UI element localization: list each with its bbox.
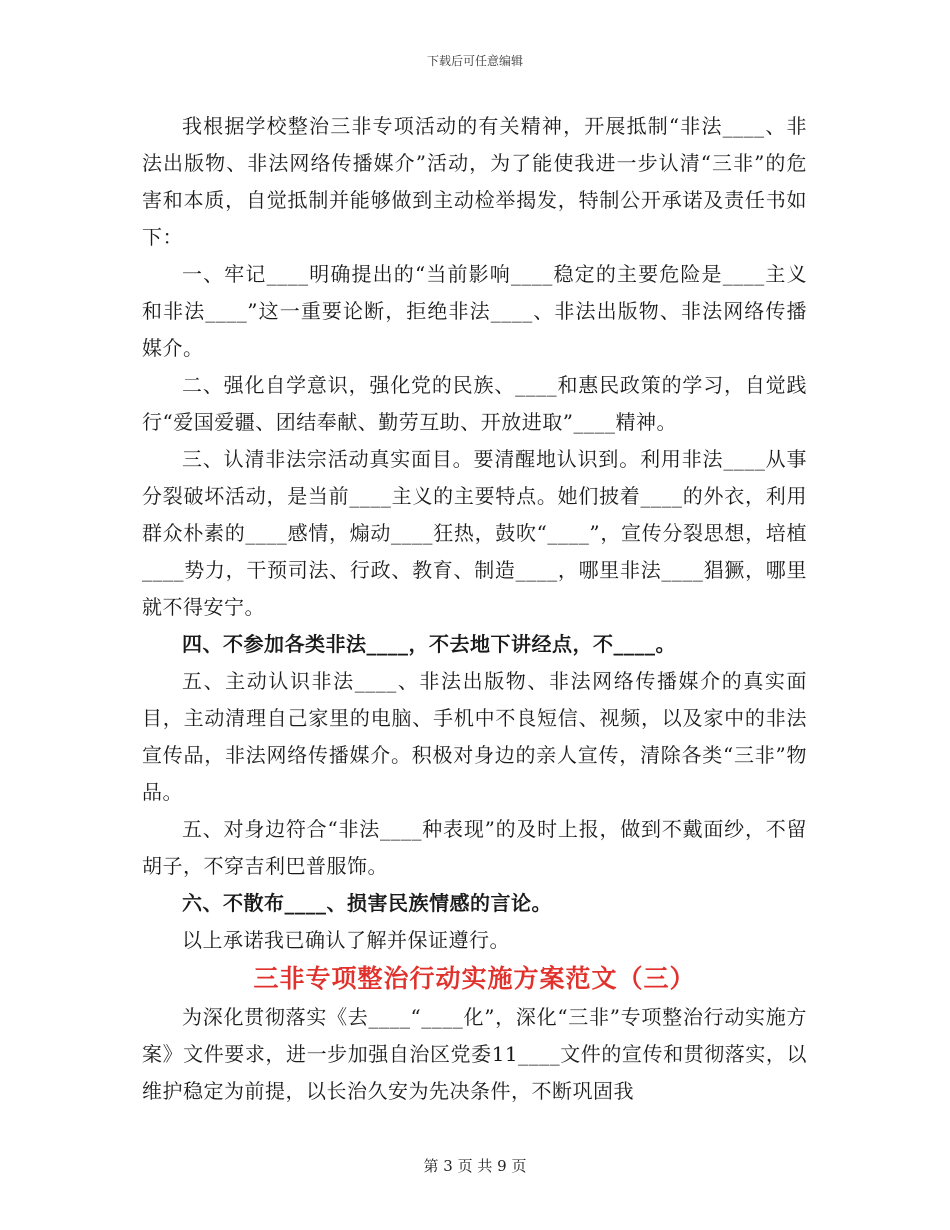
paragraph-item-1: 一、牢记____明确提出的“当前影响____稳定的主要危险是____主义和非法____”这一重要论断，拒绝非法____、非法出版物、非法网络传播媒介。 [142,262,807,360]
paragraph-section3-intro: 为深化贯彻落实《去____“____化”，深化“三非”专项整治行动实施方案》文件要求，进一步加强自治区党委11____文件的宣传和贯彻落实，以维护稳定为前提，以长治久安为先决条件，不断巩固我 [142,1005,807,1103]
paragraph-closing: 以上承诺我已确认了解并保证遵行。 [182,928,510,952]
section-title: 三非专项整治行动实施方案范文（三） [253,964,696,993]
paragraph-item-2: 二、强化自学意识，强化党的民族、____和惠民政策的学习，自觉践行“爱国爱疆、团结奉献、勤劳互助、开放进取”____精神。 [142,373,807,434]
paragraph-item-5b: 五、对身边符合“非法____种表现”的及时上报，做到不戴面纱，不留胡子，不穿吉利巴普服饰。 [142,817,807,878]
page-header-note: 下载后可任意编辑 [426,54,523,68]
paragraph-item-3: 三、认清非法宗活动真实面目。要清醒地认识到。利用非法____从事分裂破坏活动，是当前____主义的主要特点。她们披着____的外衣，利用群众朴素的____感情，煽动____狂热，鼓吹“____”，宣传分裂思想，培植____势力，干预司法、行政、教育、制造____，哪里非法____猖獗，哪里就不得安宁。 [142,447,807,619]
paragraph-item-4: 四、不参加各类非法____，不去地下讲经点，不____。 [182,632,676,656]
paragraph-item-6: 六、不散布____、损害民族情感的言论。 [182,891,552,915]
document-body [142,108,807,1110]
paragraph-item-5: 五、主动认识非法____、非法出版物、非法网络传播媒介的真实面目，主动清理自己家里的电脑、手机中不良短信、视频，以及家中的非法宣传品，非法网络传播媒介。积极对身边的亲人宣传，清除各类“三非”物品。 [142,669,807,804]
paragraph-intro: 我根据学校整治三非专项活动的有关精神，开展抵制“非法____、非法出版物、非法网络传播媒介”活动，为了能使我进一步认清“三非”的危害和本质，自觉抵制并能够做到主动检举揭发，特制公开承诺及责任书如下： [142,114,807,249]
page-number: 第 3 页 共 9 页 [423,1157,527,1175]
